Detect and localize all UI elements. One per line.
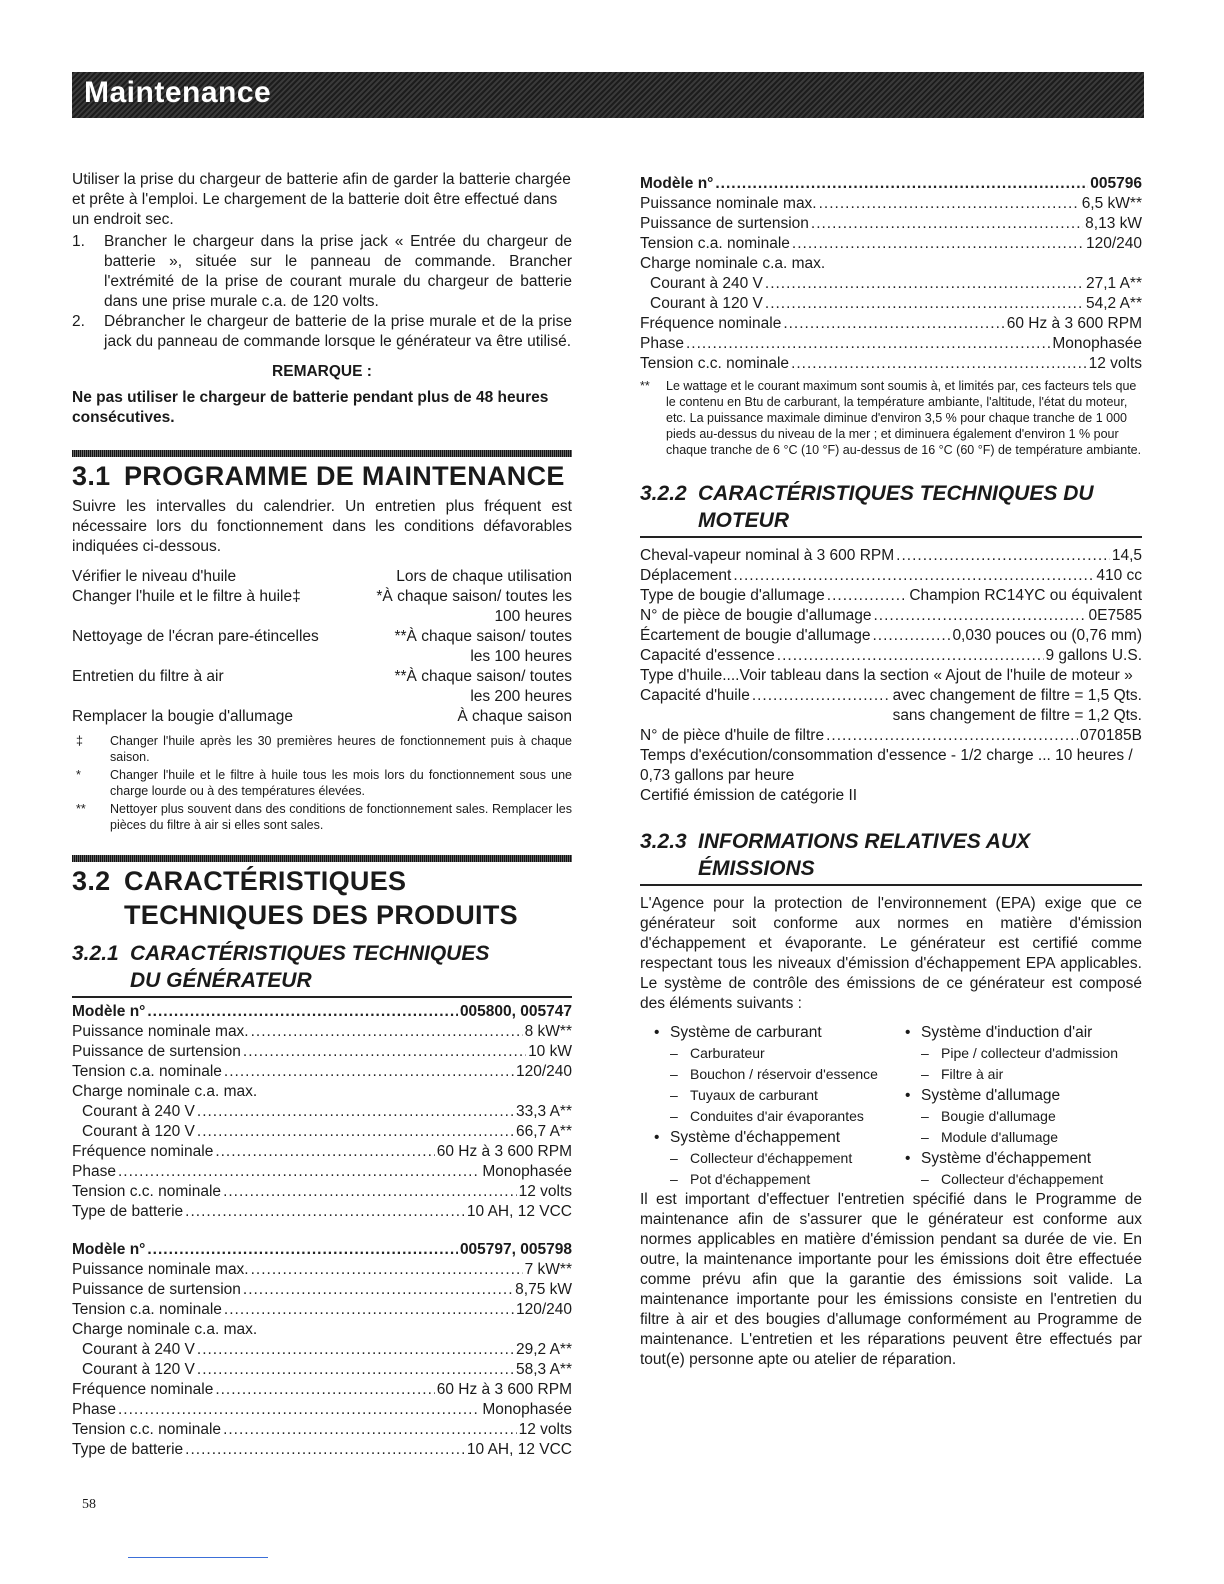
footnote-mark: ‡ bbox=[76, 734, 83, 748]
spec-label: Cheval-vapeur nominal à 3 600 RPM bbox=[640, 547, 895, 564]
spec-model-a bbox=[72, 1002, 572, 1222]
spec-value: 410 cc bbox=[1096, 567, 1142, 584]
subsection-number: 3.2.3 bbox=[640, 830, 687, 853]
component: Conduites d'air évaporantes bbox=[690, 1108, 864, 1124]
component: Filtre à air bbox=[941, 1066, 1004, 1082]
table-row bbox=[72, 587, 572, 627]
spec-label: Type de bougie d'allumage bbox=[640, 587, 825, 604]
spec-label: Puissance de surtension bbox=[72, 1281, 241, 1298]
spec-row bbox=[640, 234, 1142, 254]
spec-value: 10 kW bbox=[528, 1043, 572, 1060]
spec-row bbox=[640, 686, 1142, 706]
spec-value: Champion RC14YC ou équivalent bbox=[909, 587, 1142, 604]
list-item: • Système de carburant bbox=[654, 1024, 822, 1041]
spec-label: Puissance nominale max. bbox=[640, 195, 817, 212]
spec-label: Tension c.c. nominale bbox=[640, 355, 790, 372]
spec-label: Courant à 240 V bbox=[82, 1103, 195, 1120]
spec-row bbox=[72, 1122, 572, 1142]
subsection-heading-3-2-3 bbox=[640, 828, 1142, 886]
spec-label: Tension c.c. nominale bbox=[72, 1421, 222, 1438]
spec-value: 54,2 A** bbox=[1085, 295, 1142, 312]
component: Collecteur d'échappement bbox=[690, 1150, 853, 1166]
system-title: Système d'échappement bbox=[921, 1150, 1092, 1167]
charge-label: Charge nominale c.a. max. bbox=[72, 1083, 258, 1100]
spec-value: 14,5 bbox=[1111, 547, 1142, 564]
spec-label: Puissance de surtension bbox=[640, 215, 809, 232]
section-heading-3-1 bbox=[72, 459, 572, 493]
runtime: Temps d'exécution/consommation d'essence - 1/2 charge ... 10 heures / 0,73 gallons par heure bbox=[640, 747, 1133, 784]
interval: Lors de chaque utilisation bbox=[396, 568, 572, 585]
model-row bbox=[72, 1002, 572, 1022]
list-item: – Conduites d'air évaporantes bbox=[640, 1106, 891, 1127]
subsection-title: CARACTÉRISTIQUES TECHNIQUES DU MOTEUR bbox=[698, 482, 1094, 532]
list-item bbox=[72, 232, 572, 312]
spec-value: 120/240 bbox=[515, 1301, 572, 1318]
charging-steps bbox=[72, 232, 572, 352]
spec-row bbox=[72, 1042, 572, 1062]
footnote-text: Changer l'huile et le filtre à huile tous les mois lors du fonctionnement sous une charge lourde ou à des températures élevées. bbox=[110, 768, 572, 798]
spec-value: 58,3 A** bbox=[515, 1361, 572, 1378]
task: Vérifier le niveau d'huile bbox=[72, 568, 237, 585]
list-item: – Collecteur d'échappement bbox=[891, 1169, 1142, 1190]
list-item: – Collecteur d'échappement bbox=[640, 1148, 891, 1169]
spec-label: Type de batterie bbox=[72, 1441, 184, 1458]
component: Module d'allumage bbox=[941, 1129, 1059, 1145]
spec-label: Tension c.a. nominale bbox=[72, 1063, 222, 1080]
component: Carburateur bbox=[690, 1045, 765, 1061]
power-footnote bbox=[640, 378, 1142, 458]
right-column bbox=[640, 170, 1142, 1370]
footnote-text: Nettoyer plus souvent dans des conditions de fonctionnement sales. Remplacer les pièces du filtre à air si elles sont sales. bbox=[110, 802, 572, 832]
model-row bbox=[640, 174, 1142, 194]
spec-value: Monophasée bbox=[482, 1401, 572, 1418]
spec-value: 27,1 A** bbox=[1085, 275, 1142, 292]
spec-label: Phase bbox=[72, 1401, 116, 1418]
spec-label: Phase bbox=[640, 335, 684, 352]
table-row bbox=[72, 567, 572, 587]
spec-row bbox=[72, 1182, 572, 1202]
spec-row bbox=[72, 1102, 572, 1122]
spec-row bbox=[72, 1400, 572, 1420]
footnote bbox=[72, 801, 572, 833]
spec-row bbox=[640, 606, 1142, 626]
section-heading-3-2 bbox=[72, 864, 572, 932]
spec-value: 6,5 kW** bbox=[1081, 195, 1142, 212]
schedule-paragraph: Suivre les intervalles du calendrier. Un entretien plus fréquent est nécessaire lors du fonctionnement dans les conditions défavorables indiquées ci-dessous. bbox=[72, 498, 572, 555]
system-title: Système de carburant bbox=[670, 1024, 822, 1041]
engine-specs bbox=[640, 546, 1142, 806]
spec-label: Puissance nominale max. bbox=[72, 1023, 249, 1040]
list-item: – Tuyaux de carburant bbox=[640, 1085, 891, 1106]
spec-row bbox=[640, 586, 1142, 606]
subsection-title: CARACTÉRISTIQUES TECHNIQUES DU GÉNÉRATEUR bbox=[130, 942, 490, 992]
spec-label: Courant à 120 V bbox=[650, 295, 763, 312]
spec-label: Courant à 240 V bbox=[650, 275, 763, 292]
spec-value: 120/240 bbox=[1085, 235, 1142, 252]
charge-label: Charge nominale c.a. max. bbox=[72, 1321, 258, 1338]
spec-row bbox=[640, 354, 1142, 374]
emissions-column-right bbox=[891, 1022, 1142, 1190]
spec-row bbox=[72, 1062, 572, 1082]
spec-model-c bbox=[640, 174, 1142, 374]
spec-label: Puissance de surtension bbox=[72, 1043, 241, 1060]
spec-row bbox=[640, 626, 1142, 646]
spec-label: Tension c.a. nominale bbox=[640, 235, 790, 252]
emissions-components bbox=[640, 1022, 1142, 1190]
spec-row bbox=[640, 566, 1142, 586]
certification: Certifié émission de catégorie II bbox=[640, 787, 858, 804]
table-row bbox=[72, 627, 572, 667]
subsection-number: 3.2.1 bbox=[72, 942, 119, 965]
banner-title: Maintenance bbox=[84, 76, 272, 109]
spec-label: Déplacement bbox=[640, 567, 732, 584]
spec-row bbox=[640, 274, 1142, 294]
model-row bbox=[72, 1240, 572, 1260]
subsection-heading-3-2-2 bbox=[640, 480, 1142, 538]
emissions-paragraph: L'Agence pour la protection de l'environnement (EPA) exige que ce générateur soit conforme aux normes en matière d'émission d'échappement et évaporante. Le générateur est certifié comme respectant tous les niveaux d'émission d'échappement EPA applicables. Le système de contrôle des émissions de ce générateur est composé des éléments suivants : bbox=[640, 895, 1142, 1012]
spec-row bbox=[72, 1022, 572, 1042]
model-label: Modèle n° bbox=[72, 1241, 146, 1258]
spec-value: 10 AH, 12 VCC bbox=[466, 1441, 572, 1458]
spec-value: 0,030 pouces ou (0,76 mm) bbox=[952, 627, 1142, 644]
component: Bouchon / réservoir d'essence bbox=[690, 1066, 878, 1082]
system-title: Système d'allumage bbox=[921, 1087, 1061, 1104]
note-text: Ne pas utiliser le chargeur de batterie pendant plus de 48 heures consécutives. bbox=[72, 389, 549, 426]
spec-row bbox=[72, 1440, 572, 1460]
spec-value: 60 Hz à 3 600 RPM bbox=[436, 1381, 572, 1398]
task: Nettoyage de l'écran pare-étincelles bbox=[72, 628, 319, 645]
spec-value: 60 Hz à 3 600 RPM bbox=[1006, 315, 1142, 332]
spec-value: 29,2 A** bbox=[515, 1341, 572, 1358]
spec-label: Fréquence nominale bbox=[72, 1143, 214, 1160]
list-item: • Système d'échappement bbox=[654, 1129, 841, 1146]
subsection-title: INFORMATIONS RELATIVES AUX ÉMISSIONS bbox=[698, 830, 1031, 880]
interval: **À chaque saison/ toutes les 200 heures bbox=[394, 668, 572, 705]
spec-label: Capacité d'essence bbox=[640, 647, 775, 664]
list-item bbox=[72, 312, 572, 352]
spec-row bbox=[640, 546, 1142, 566]
maintenance-schedule bbox=[72, 567, 572, 727]
spec-label: Fréquence nominale bbox=[72, 1381, 214, 1398]
spec-label: Phase bbox=[72, 1163, 116, 1180]
oil-type: Type d'huile....Voir tableau dans la section « Ajout de l'huile de moteur » bbox=[640, 667, 1133, 684]
list-item: – Filtre à air bbox=[891, 1064, 1142, 1085]
spec-value: 120/240 bbox=[515, 1063, 572, 1080]
spec-value: Monophasée bbox=[1052, 335, 1142, 352]
spec-value: 12 volts bbox=[518, 1421, 572, 1438]
component: Pipe / collecteur d'admission bbox=[941, 1045, 1118, 1061]
spec-value: avec changement de filtre = 1,5 Qts. bbox=[892, 687, 1142, 704]
list-item: – Carburateur bbox=[640, 1043, 891, 1064]
table-row bbox=[72, 667, 572, 707]
spec-value: 12 volts bbox=[518, 1183, 572, 1200]
list-item: • Système d'induction d'air bbox=[905, 1024, 1093, 1041]
spec-row bbox=[72, 1280, 572, 1300]
spec-row bbox=[640, 294, 1142, 314]
component: Tuyaux de carburant bbox=[690, 1087, 818, 1103]
emissions-closing: Il est important d'effectuer l'entretien spécifié dans le Programme de maintenance afin de s'assurer que le générateur est conforme aux normes applicables en matière d'émission pendant sa durée de vie. En outre, la maintenance importante pour les émissions doit être effectuée comme prévu afin que la garantie des émissions soit valide. La maintenance importante pour les émissions consiste en l'entretien du filtre à air et des bougies d'allumage conformément au Programme de maintenance. L'entretien et les réparations peuvent être effectués par tout(e) personne apte ou atelier de réparation. bbox=[640, 1191, 1142, 1368]
emissions-column-left bbox=[640, 1022, 891, 1190]
section-rule bbox=[72, 855, 572, 862]
component: Pot d'échappement bbox=[690, 1171, 811, 1187]
spec-model-b bbox=[72, 1240, 572, 1460]
step-number: 2. bbox=[72, 313, 85, 330]
model-label: Modèle n° bbox=[72, 1003, 146, 1020]
list-item: • Système d'échappement bbox=[905, 1150, 1092, 1167]
spec-row bbox=[72, 1420, 572, 1440]
spec-value: sans changement de filtre = 1,2 Qts. bbox=[892, 707, 1142, 724]
spec-label: Courant à 240 V bbox=[82, 1341, 195, 1358]
note-title: REMARQUE : bbox=[272, 363, 372, 380]
spec-label: Tension c.a. nominale bbox=[72, 1301, 222, 1318]
model-value: 005797, 005798 bbox=[459, 1241, 572, 1258]
spec-label: N° de pièce de bougie d'allumage bbox=[640, 607, 872, 624]
left-column bbox=[72, 170, 572, 1460]
spec-label: Fréquence nominale bbox=[640, 315, 782, 332]
spec-value: 60 Hz à 3 600 RPM bbox=[436, 1143, 572, 1160]
section-banner bbox=[72, 72, 1144, 118]
spec-label: Tension c.c. nominale bbox=[72, 1183, 222, 1200]
table-row bbox=[72, 707, 572, 727]
section-number: 3.2 bbox=[72, 866, 111, 896]
spec-row bbox=[72, 1360, 572, 1380]
section-title: PROGRAMME DE MAINTENANCE bbox=[124, 461, 565, 491]
spec-value: 66,7 A** bbox=[515, 1123, 572, 1140]
spec-value: 0E7585 bbox=[1088, 607, 1142, 624]
page-number: 58 bbox=[82, 1497, 96, 1512]
spec-row bbox=[640, 334, 1142, 354]
spec-value: 8 kW** bbox=[524, 1023, 572, 1040]
list-item: • Système d'allumage bbox=[905, 1087, 1061, 1104]
spec-value: 33,3 A** bbox=[515, 1103, 572, 1120]
list-item: – Pipe / collecteur d'admission bbox=[891, 1043, 1142, 1064]
bottom-divider bbox=[128, 1557, 268, 1558]
spec-value: 9 gallons U.S. bbox=[1045, 647, 1142, 664]
spec-row bbox=[72, 1142, 572, 1162]
spec-row bbox=[72, 1380, 572, 1400]
model-value: 005800, 005747 bbox=[459, 1003, 572, 1020]
interval: **À chaque saison/ toutes les 100 heures bbox=[394, 628, 572, 665]
model-value: 005796 bbox=[1090, 175, 1142, 192]
schedule-footnotes bbox=[72, 733, 572, 833]
spec-value: 8,75 kW bbox=[515, 1281, 572, 1298]
spec-value: 10 AH, 12 VCC bbox=[466, 1203, 572, 1220]
list-item: – Pot d'échappement bbox=[640, 1169, 891, 1190]
spec-row bbox=[640, 646, 1142, 666]
section-title: CARACTÉRISTIQUES TECHNIQUES DES PRODUITS bbox=[124, 866, 518, 930]
footnote bbox=[72, 733, 572, 765]
spec-value: 8,13 kW bbox=[1085, 215, 1142, 232]
spec-label: Type de batterie bbox=[72, 1203, 184, 1220]
footnote-mark: ** bbox=[640, 379, 650, 393]
spec-row bbox=[640, 314, 1142, 334]
interval: À chaque saison bbox=[457, 708, 572, 725]
footnote bbox=[72, 767, 572, 799]
spec-row bbox=[640, 194, 1142, 214]
spec-label: Capacité d'huile bbox=[640, 687, 750, 704]
spec-row bbox=[72, 1260, 572, 1280]
task: Entretien du filtre à air bbox=[72, 668, 224, 685]
system-title: Système d'échappement bbox=[670, 1129, 841, 1146]
step-number: 1. bbox=[72, 233, 85, 250]
interval: *À chaque saison/ toutes les 100 heures bbox=[376, 588, 572, 625]
footnote-text: Changer l'huile après les 30 premières heures de fonctionnement puis à chaque saison. bbox=[110, 734, 572, 764]
system-title: Système d'induction d'air bbox=[921, 1024, 1093, 1041]
spec-label: N° de pièce d'huile de filtre bbox=[640, 727, 825, 744]
footnote-mark: * bbox=[76, 768, 81, 782]
intro-paragraph: Utiliser la prise du chargeur de batterie afin de garder la batterie chargée et prête à l'emploi. Le chargement de la batterie doit être effectué dans un endroit sec. bbox=[72, 171, 571, 228]
step-text: Débrancher le chargeur de batterie de la prise murale et de la prise jack du panneau de commande lorsque le générateur va être utilisé. bbox=[104, 313, 572, 350]
step-text: Brancher le chargeur dans la prise jack « Entrée du chargeur de batterie », située sur le panneau de commande. Brancher l'extrémité de la prise de courant murale du chargeur de batterie dans une prise murale c.a. de 120 volts. bbox=[104, 233, 572, 310]
footnote-mark: ** bbox=[76, 802, 86, 816]
list-item: – Module d'allumage bbox=[891, 1127, 1142, 1148]
task: Changer l'huile et le filtre à huile‡ bbox=[72, 588, 301, 605]
spec-label: Courant à 120 V bbox=[82, 1123, 195, 1140]
spec-value: Monophasée bbox=[482, 1163, 572, 1180]
charge-label: Charge nominale c.a. max. bbox=[640, 255, 826, 272]
component: Collecteur d'échappement bbox=[941, 1171, 1104, 1187]
spec-label: Écartement de bougie d'allumage bbox=[640, 627, 871, 644]
spec-value: 7 kW** bbox=[524, 1261, 572, 1278]
list-item: – Bougie d'allumage bbox=[891, 1106, 1142, 1127]
task: Remplacer la bougie d'allumage bbox=[72, 708, 293, 725]
spec-row bbox=[72, 1340, 572, 1360]
subsection-heading-3-2-1 bbox=[72, 940, 572, 998]
list-item: – Bouchon / réservoir d'essence bbox=[640, 1064, 891, 1085]
section-rule bbox=[72, 450, 572, 457]
spec-row bbox=[72, 1202, 572, 1222]
spec-value: 070185B bbox=[1079, 727, 1142, 744]
section-number: 3.1 bbox=[72, 461, 111, 491]
spec-value: 12 volts bbox=[1088, 355, 1142, 372]
spec-row bbox=[640, 726, 1142, 746]
component: Bougie d'allumage bbox=[941, 1108, 1056, 1124]
spec-label: Puissance nominale max. bbox=[72, 1261, 249, 1278]
subsection-number: 3.2.2 bbox=[640, 482, 687, 505]
spec-row bbox=[640, 214, 1142, 234]
spec-row bbox=[72, 1300, 572, 1320]
spec-row bbox=[72, 1162, 572, 1182]
footnote-text: Le wattage et le courant maximum sont soumis à, et limités par, ces facteurs tels que le contenu en Btu de carburant, la température ambiante, l'altitude, l'état du moteur, etc. La puissance maximale diminue d'environ 3,5 % pour chaque tranche de 1 000 pieds au-dessus du niveau de la mer ; et diminuera également d'environ 1 % pour chaque tranche de 6 °C (10 °F) au-dessus de 16 °C (60 °F) de température ambiante. bbox=[666, 379, 1142, 457]
spec-label: Courant à 120 V bbox=[82, 1361, 195, 1378]
model-label: Modèle n° bbox=[640, 175, 714, 192]
